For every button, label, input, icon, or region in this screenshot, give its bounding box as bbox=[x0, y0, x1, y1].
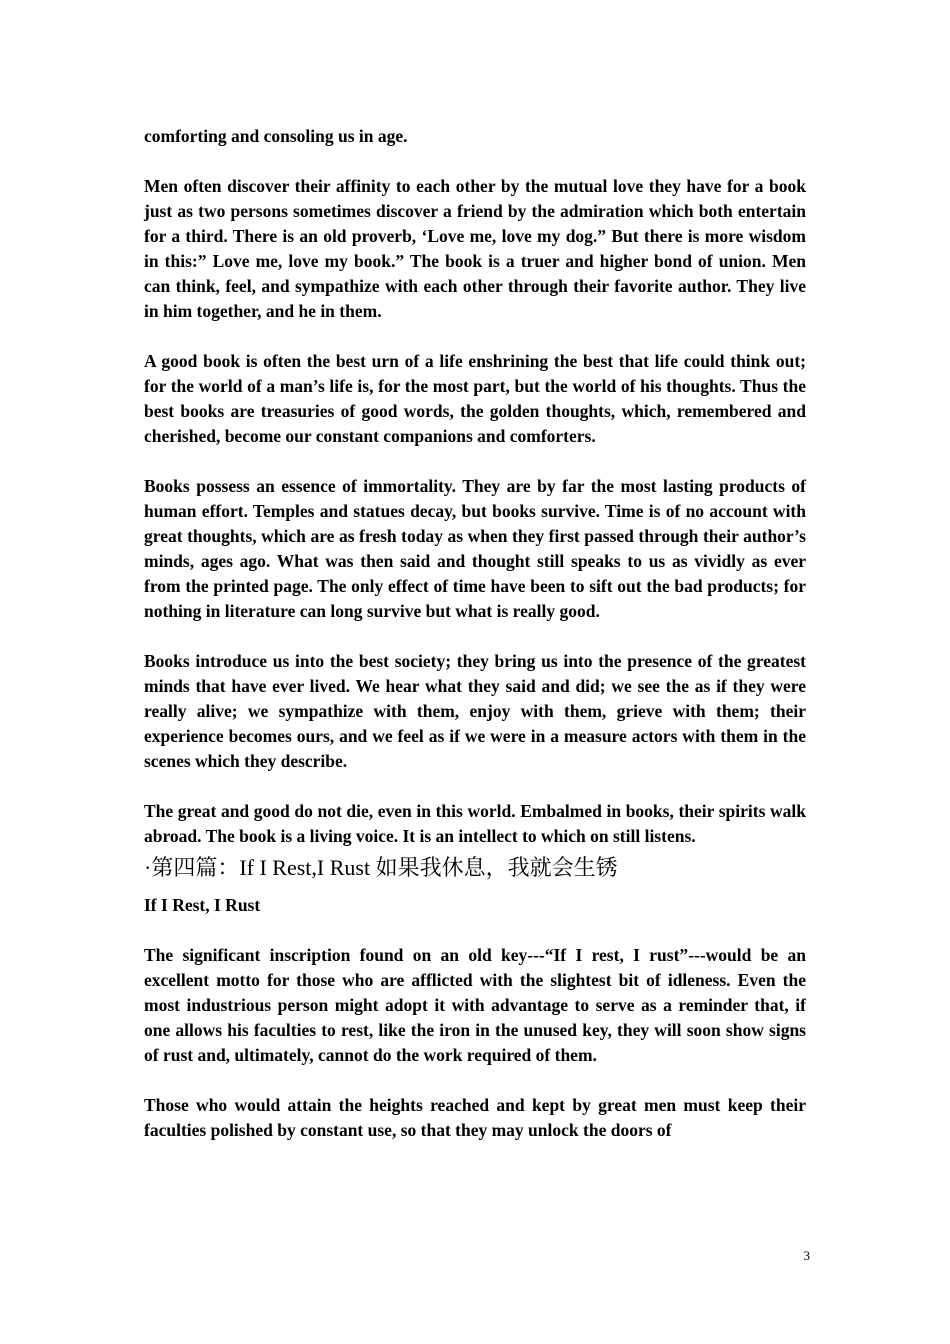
page-content bbox=[144, 124, 806, 1143]
paragraph-affinity: Men often discover their affinity to each other by the mutual love they have for a book just as two persons sometimes discover a friend by the admiration which both entertain for a third. There is an old proverb, ‘Love me, love my dog.” But there is more wisdom in this:” Love me, love my book.” The book is a truer and higher bond of union. Men can think, feel, and sympathize with each other through their favorite author. They live in him together, and he in them. bbox=[144, 176, 806, 321]
paragraph-immortality: Books possess an essence of immortality. They are by far the most lasting products of human effort. Temples and statues decay, but books survive. Time is of no account with great thoughts, which are as fresh today as when they first passed through their author’s minds, ages ago. What was then said and thought still speaks to us as vividly as ever from the printed page. The only effect of time have been to sift out the bad products; for nothing in literature can long survive but what is really good. bbox=[144, 476, 806, 621]
paragraph-comforting: comforting and consoling us in age. bbox=[144, 126, 408, 146]
paragraph-spacer bbox=[144, 149, 806, 174]
paragraph-best-society: Books introduce us into the best society; they bring us into the presence of the greatest minds that have ever lived. We hear what they said and did; we see the as if they were really alive; we sympathize with them, enjoy with them, grieve with them; their experience becomes ours, and we feel as if we were in a measure actors with them in the scenes which they describe. bbox=[144, 651, 806, 771]
page-number: 3 bbox=[803, 1248, 810, 1263]
paragraph-inscription: The significant inscription found on an old key---“If I rest, I rust”---would be an excellent motto for those who are afflicted with the slightest bit of idleness. Even the most industrious person might adopt it with advantage to serve as a reminder that, if one allows his faculties to rest, like the iron in the unused key, they will soon show signs of rust and, ultimately, cannot do the work required of them. bbox=[144, 945, 806, 1065]
paragraph-spacer bbox=[144, 449, 806, 474]
paragraph-spacer bbox=[144, 774, 806, 799]
paragraph-good-book: A good book is often the best urn of a life enshrining the best that life could think out; for the world of a man’s life is, for the most part, but the world of his thoughts. Thus the best books are treasuries of good words, the golden thoughts, which, remembered and cherished, become our constant companions and comforters. bbox=[144, 351, 806, 446]
paragraph-great-and-good: The great and good do not die, even in this world. Embalmed in books, their spirits walk abroad. The book is a living voice. It is an intellect to which on still listens. bbox=[144, 801, 806, 846]
paragraph-spacer bbox=[144, 324, 806, 349]
paragraph-spacer bbox=[144, 918, 806, 943]
section-heading: ·第四篇：If I Rest,I Rust 如果我休息，我就会生锈 bbox=[144, 855, 618, 880]
article-title: If I Rest, I Rust bbox=[144, 895, 261, 915]
paragraph-spacer bbox=[144, 624, 806, 649]
paragraph-spacer bbox=[144, 1068, 806, 1093]
paragraph-heights: Those who would attain the heights reached and kept by great men must keep their faculties polished by constant use, so that they may unlock the doors of bbox=[144, 1095, 806, 1140]
